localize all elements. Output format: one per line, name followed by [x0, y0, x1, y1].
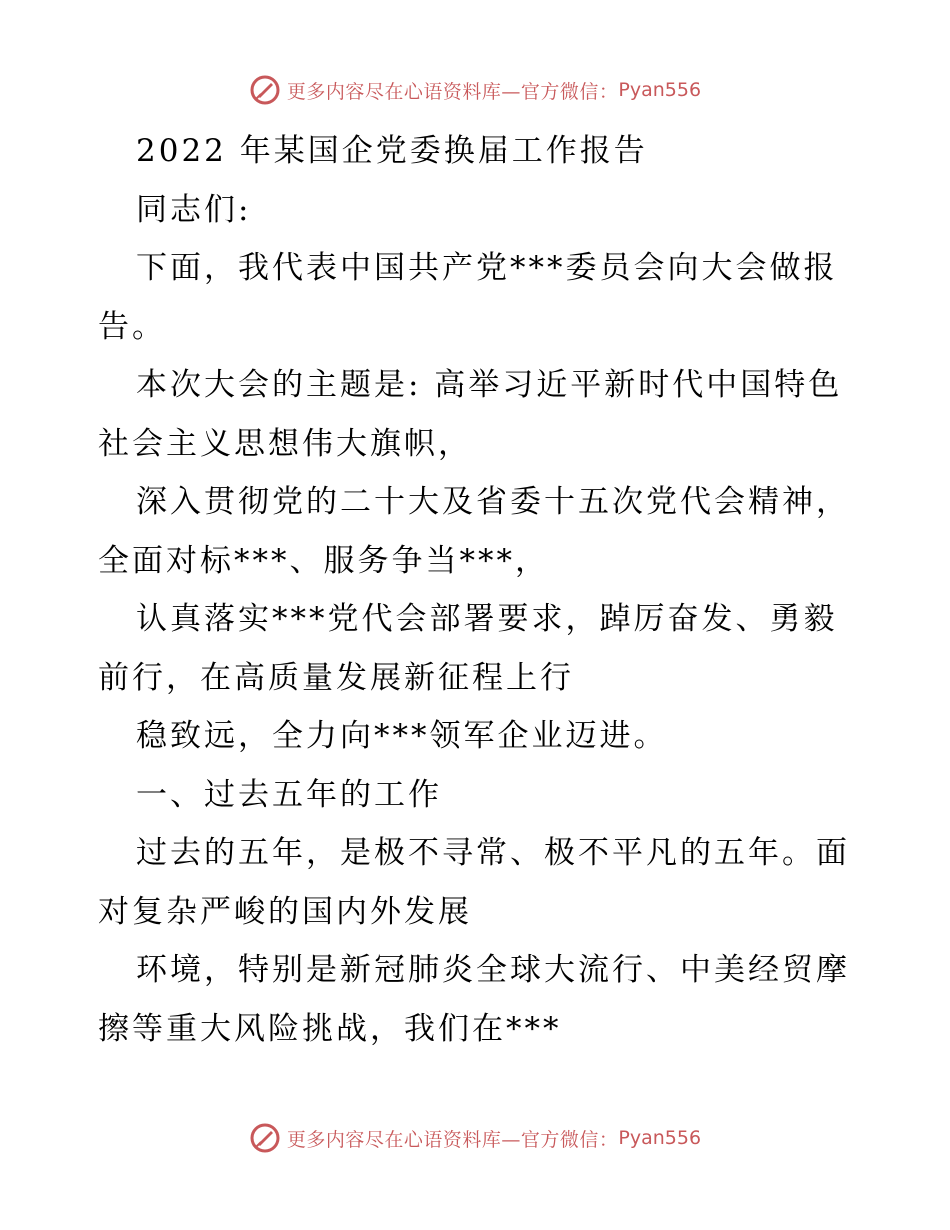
salutation: 同志们: — [136, 191, 252, 228]
watermark-id: Pyan556 — [618, 1127, 702, 1149]
paragraph: 环境，特别是新冠肺炎全球大流行、中美经贸摩擦等重大风险挑战，我们在*** — [98, 952, 850, 1047]
paragraph: 认真落实***党代会部署要求，踔厉奋发、勇毅前行，在高质量发展新征程上行 — [98, 601, 838, 696]
seal-logo-icon — [249, 74, 281, 106]
paragraph: 过去的五年，是极不寻常、极不平凡的五年。面对复杂严峻的国内外发展 — [98, 835, 850, 930]
paragraph: 本次大会的主题是: 高举习近平新时代中国特色社会主义思想伟大旗帜， — [98, 367, 843, 462]
watermark-text: 更多内容尽在心语资料库—官方微信： — [286, 1128, 619, 1151]
seal-logo-icon — [249, 1122, 281, 1154]
document-title: 2022 年某国企党委换届工作报告 — [136, 133, 648, 169]
footer-watermark — [0, 1118, 950, 1158]
section-heading: 一、过去五年的工作 — [136, 776, 442, 813]
paragraph: 深入贯彻党的二十大及省委十五次党代会精神，全面对标***、服务争当***， — [98, 484, 850, 579]
watermark-id: Pyan556 — [618, 79, 702, 101]
header-watermark — [0, 70, 950, 110]
paragraph: 稳致远，全力向***领军企业迈进。 — [136, 718, 668, 754]
paragraph: 下面，我代表中国共产党***委员会向大会做报告。 — [98, 250, 838, 345]
document-body — [98, 122, 858, 1058]
watermark-text: 更多内容尽在心语资料库—官方微信： — [286, 80, 619, 103]
